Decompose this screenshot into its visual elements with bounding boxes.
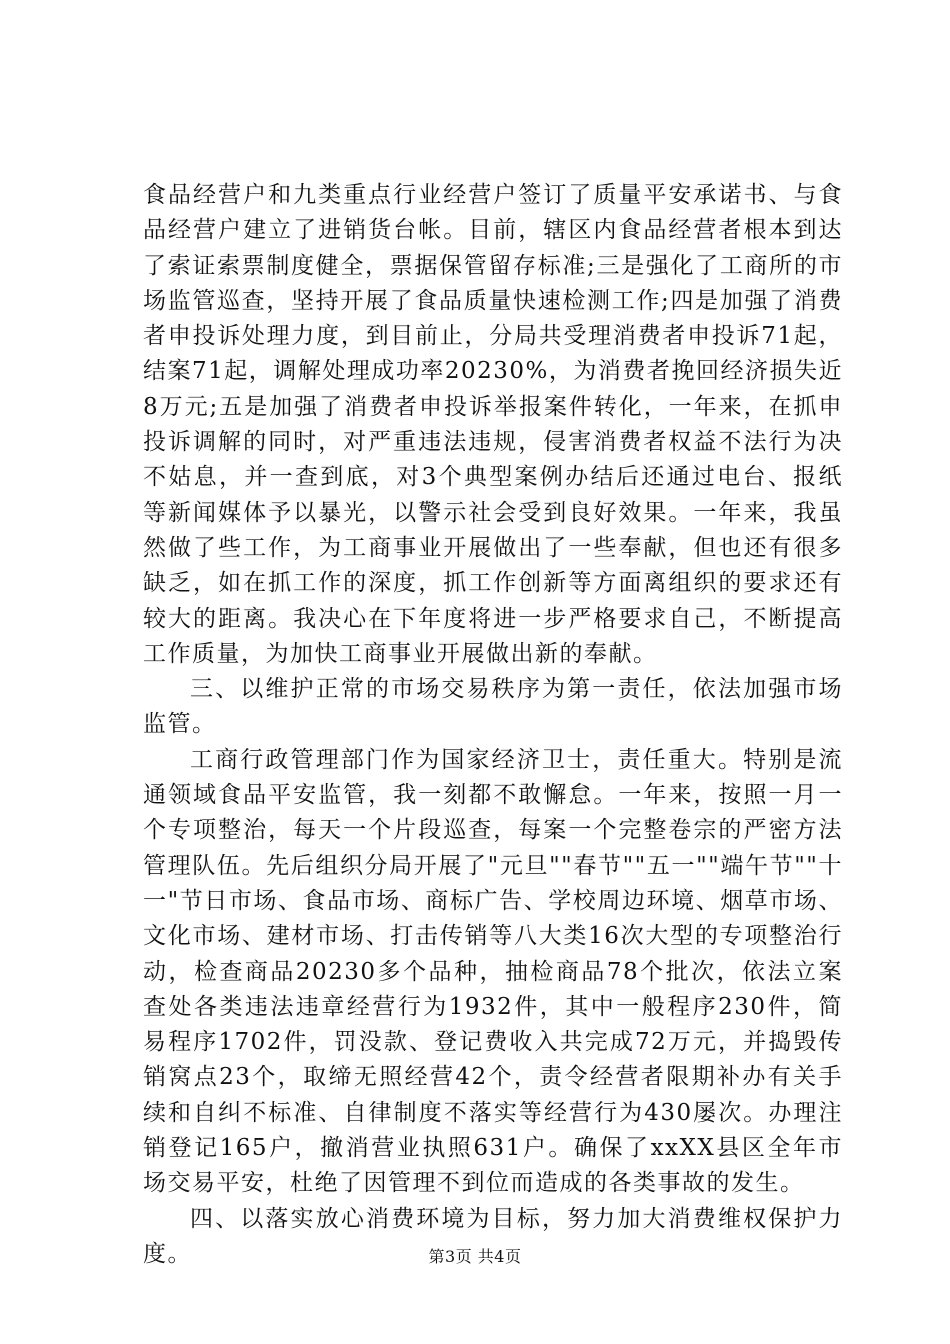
page-footer: 第3页 共4页 [428, 1247, 522, 1266]
document-body [143, 178, 843, 1272]
body-paragraph-2: 工商行政管理部门作为国家经济卫士，责任重大。特别是流通领域食品平安监管，我一刻都不敢懈怠。一年来，按照一月一个专项整治，每天一个片段巡查，每案一个完整卷宗的严密方法管理队伍。先后组织分局开展了"元旦""春节""五一""端午节""十一"节日市场、食品市场、商标广告、学校周边环境、烟草市场、文化市场、建材市场、打击传销等八大类16次大型的专项整治行动，检查商品20230多个品种，抽检商品78个批次，依法立案查处各类违法违章经营行为1932件，其中一般程序230件，简易程序1702件，罚没款、登记费收入共完成72万元，并捣毁传销窝点23个，取缔无照经营42个，责令经营者限期补办有关手续和自纠不标准、自律制度不落实等经营行为430屡次。办理注销登记165户，撤消营业执照631户。确保了xxXX县区全年市场交易平安，杜绝了因管理不到位而造成的各类事故的发生。 [143, 746, 843, 1197]
body-paragraph-1: 食品经营户和九类重点行业经营户签订了质量平安承诺书、与食品经营户建立了进销货台帐。目前，辖区内食品经营者根本到达了索证索票制度健全，票据保管留存标准;三是强化了工商所的市场监管巡查，坚持开展了食品质量快速检测工作;四是加强了消费者申投诉处理力度，到目前止，分局共受理消费者申投诉71起，结案71起，调解处理成功率20230%，为消费者挽回经济损失近8万元;五是加强了消费者申投诉举报案件转化，一年来，在抓申投诉调解的同时，对严重违法违规，侵害消费者权益不法行为决不姑息，并一查到底，对3个典型案例办结后还通过电台、报纸等新闻媒体予以暴光，以警示社会受到良好效果。一年来，我虽然做了些工作，为工商事业开展做出了一些奉献，但也还有很多缺乏，如在抓工作的深度，抓工作创新等方面离组织的要求还有较大的距离。我决心在下年度将进一步严格要求自己，不断提高工作质量，为加快工商事业开展做出新的奉献。 [143, 182, 843, 667]
section-heading-3: 三、以维护正常的市场交易秩序为第一责任，依法加强市场监管。 [143, 676, 843, 738]
section-heading-4: 四、以落实放心消费环境为目标，努力加大消费维权保护力度。 [143, 1205, 843, 1267]
